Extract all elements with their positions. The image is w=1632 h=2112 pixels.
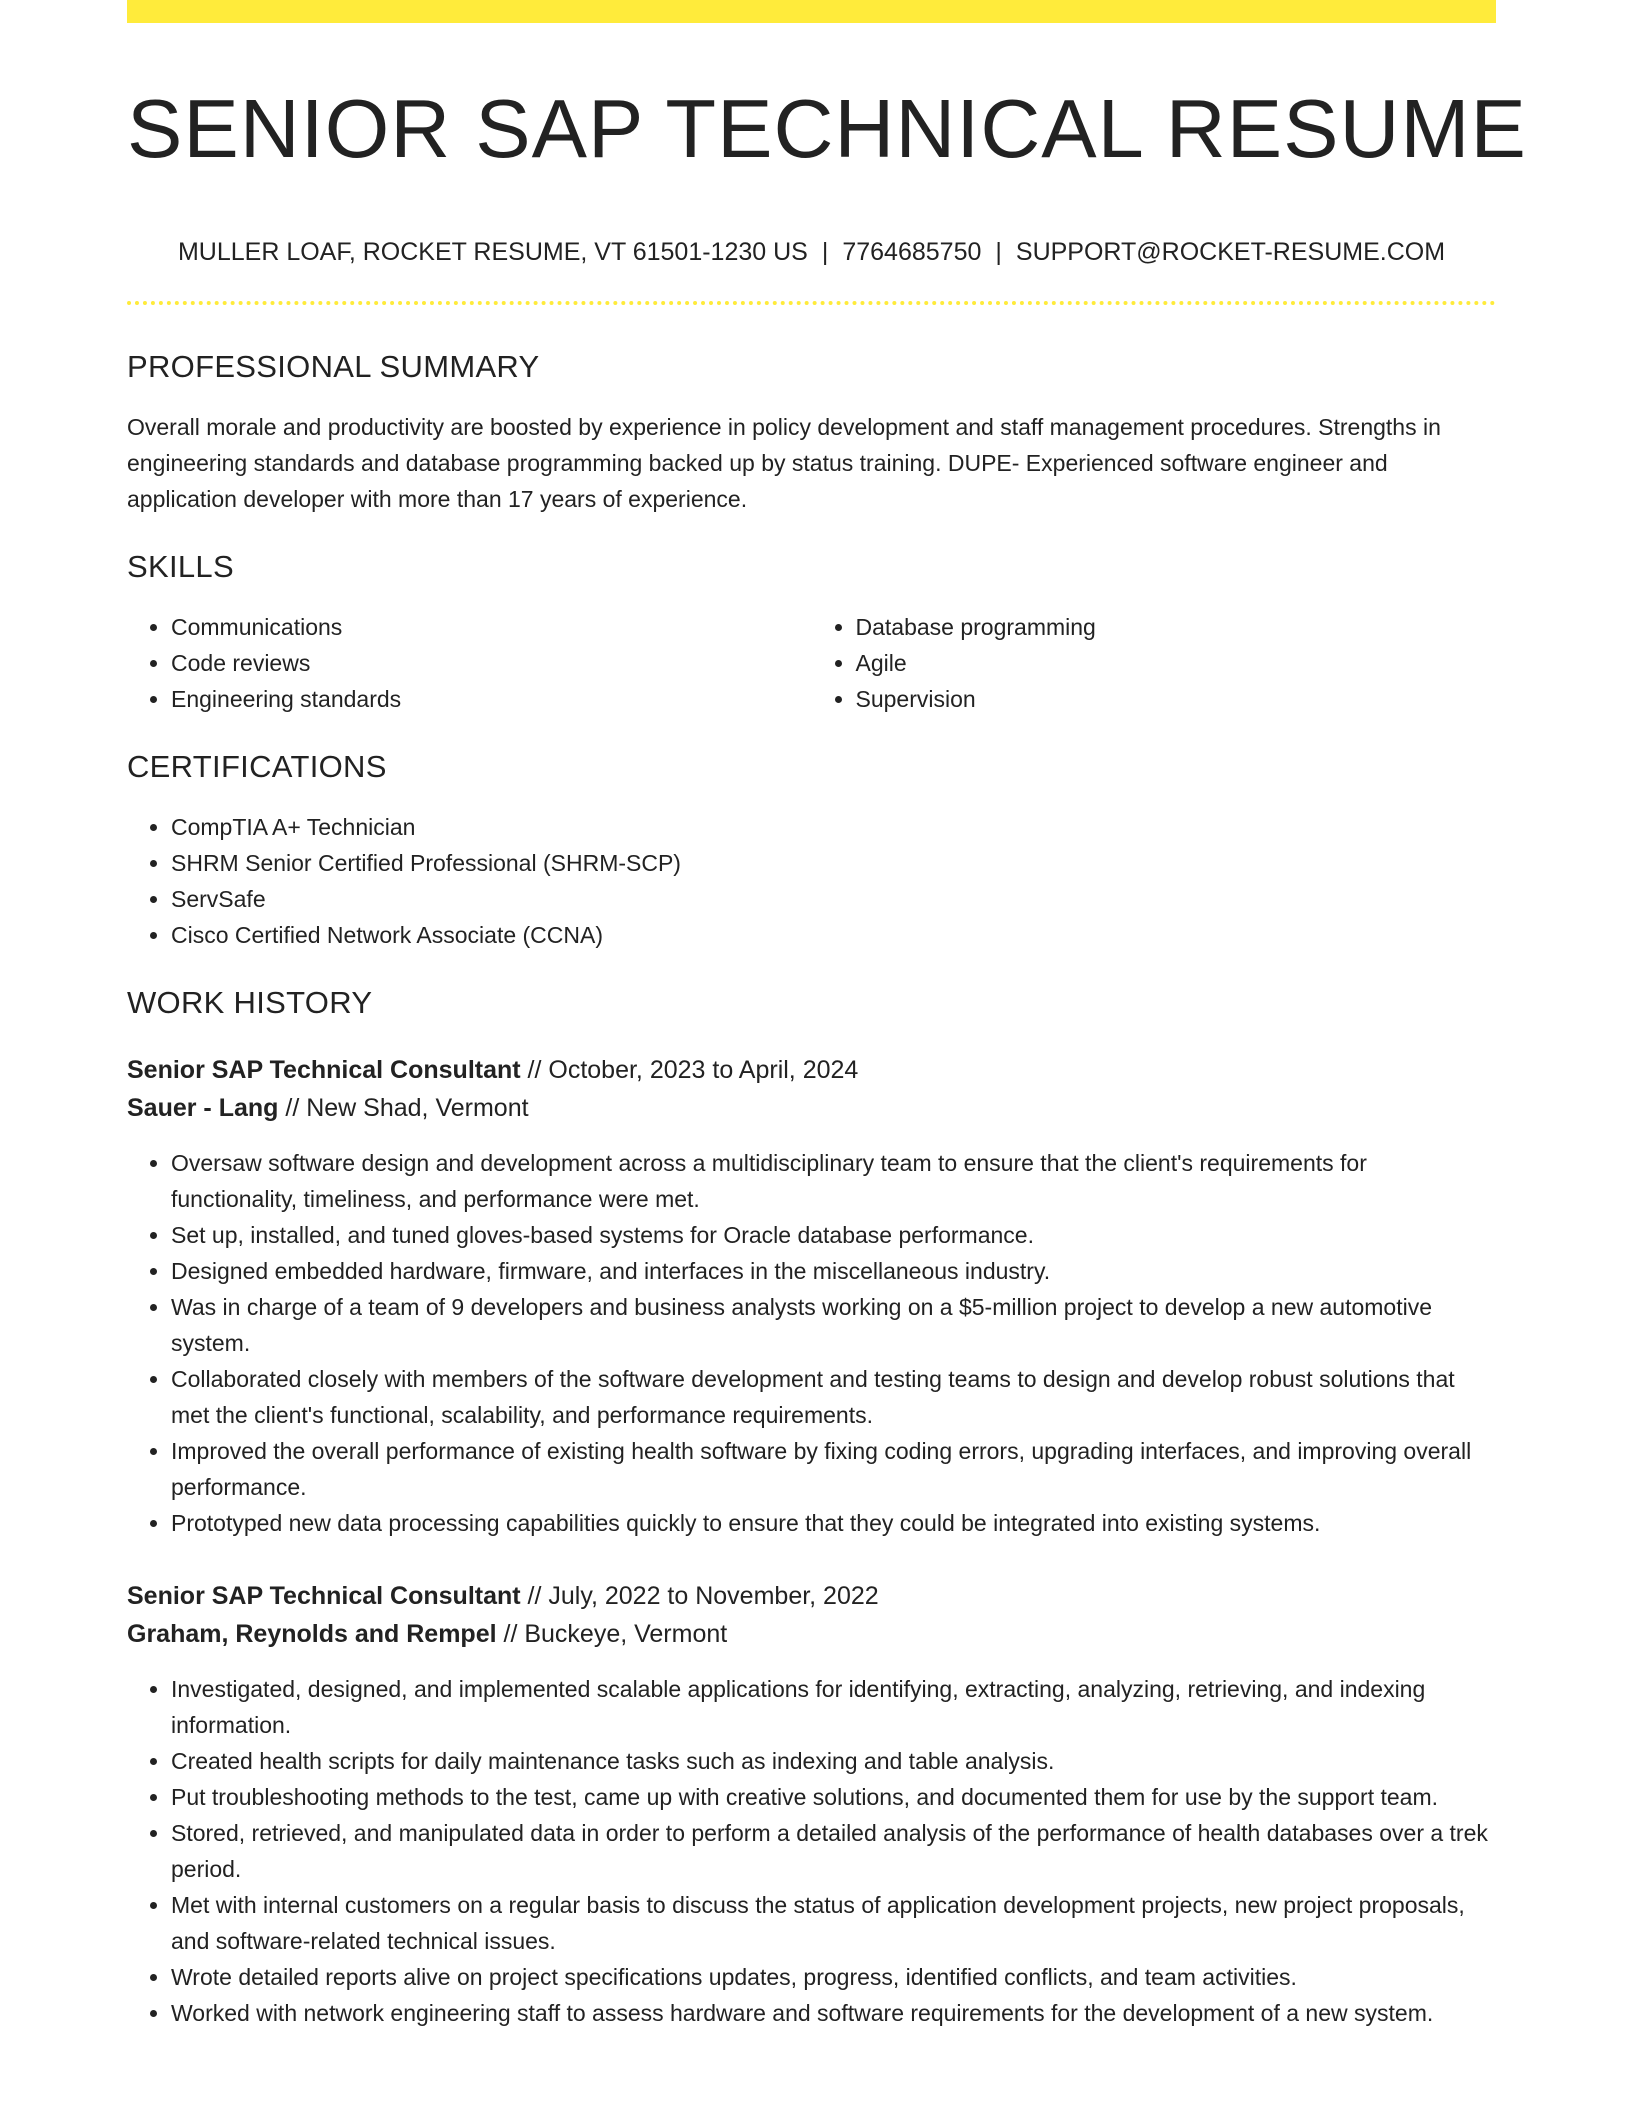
skill-item: • Code reviews [171, 645, 812, 681]
job-entry [127, 1577, 1496, 2031]
certification-item: • SHRM Senior Certified Professional (SHRM-SCP) [171, 845, 1496, 881]
work-history-section [127, 985, 1496, 2031]
skills-columns [127, 609, 1496, 717]
section-heading: SKILLS [127, 549, 234, 585]
job-bullet: • Prototyped new data processing capabilities quickly to ensure that they could be integrated into existing systems. [171, 1505, 1496, 1541]
job-bullet: • Set up, installed, and tuned gloves-based systems for Oracle database performance. [171, 1217, 1496, 1253]
contact-email[interactable]: SUPPORT@ROCKET-RESUME.COM [1015, 238, 1446, 267]
job-entry [127, 1051, 1496, 1541]
job-bullet: • Worked with network engineering staff to assess hardware and software requirements for the development of a new system. [171, 1995, 1496, 2031]
job-dates: // July, 2022 to November, 2022 [520, 1582, 879, 1611]
certification-item: • Cisco Certified Network Associate (CCNA) [171, 917, 1496, 953]
section-heading: WORK HISTORY [127, 985, 373, 1021]
section-heading: CERTIFICATIONS [127, 749, 387, 785]
professional-summary-section [127, 349, 1496, 517]
job-title: Senior SAP Technical Consultant [127, 1056, 521, 1085]
job-title: Senior SAP Technical Consultant [127, 1582, 521, 1611]
job-bullet: • Investigated, designed, and implemented scalable applications for identifying, extracting, analyzing, retrieving, and indexing information. [171, 1671, 1496, 1743]
resume-title: SENIOR SAP TECHNICAL RESUME [127, 82, 1527, 175]
job-company-line [127, 1089, 1496, 1127]
skills-section [127, 549, 1496, 717]
skill-item: • Communications [171, 609, 812, 645]
skills-column-2 [812, 609, 1497, 717]
job-bullet: • Oversaw software design and development across a multidisciplinary team to ensure that the client's requirements for functionality, timeliness, and performance were met. [171, 1145, 1496, 1217]
job-bullet: • Was in charge of a team of 9 developers and business analysts working on a $5-million project to develop a new automotive system. [171, 1289, 1496, 1361]
certifications-list [127, 809, 1496, 953]
job-bullets [127, 1671, 1496, 2031]
contact-separator: | [995, 238, 1002, 267]
skill-item: • Agile [856, 645, 1497, 681]
dotted-divider [127, 301, 1496, 305]
job-location: // Buckeye, Vermont [496, 1620, 728, 1649]
contact-separator: | [821, 238, 829, 267]
accent-top-bar [127, 0, 1496, 23]
section-heading: PROFESSIONAL SUMMARY [127, 349, 540, 385]
certification-item: • CompTIA A+ Technician [171, 809, 1496, 845]
job-bullet: • Stored, retrieved, and manipulated data in order to perform a detailed analysis of the performance of health databases over a trek period. [171, 1815, 1496, 1887]
skills-column-1 [127, 609, 812, 717]
job-dates: // October, 2023 to April, 2024 [520, 1056, 859, 1085]
contact-line [127, 238, 1496, 267]
skill-item: • Engineering standards [171, 681, 812, 717]
job-title-line [127, 1051, 1496, 1089]
summary-text: Overall morale and productivity are boosted by experience in policy development and staff management procedures. Strengths in engineering standards and database programming backed up by status training. DUPE- Experienced software engineer and application developer with more than 17 years of experience. [127, 414, 1441, 513]
contact-address: MULLER LOAF, ROCKET RESUME, VT 61501-1230 US [177, 238, 808, 267]
job-bullet: • Designed embedded hardware, firmware, and interfaces in the miscellaneous industry. [171, 1253, 1496, 1289]
certifications-section [127, 749, 1496, 953]
job-bullet: • Improved the overall performance of existing health software by fixing coding errors, upgrading interfaces, and improving overall performance. [171, 1433, 1496, 1505]
job-company: Graham, Reynolds and Rempel [127, 1620, 497, 1649]
skill-item: • Database programming [856, 609, 1497, 645]
job-company: Sauer - Lang [127, 1094, 279, 1123]
job-bullet: • Met with internal customers on a regular basis to discuss the status of application development projects, new project proposals, and software-related technical issues. [171, 1887, 1496, 1959]
certification-item: • ServSafe [171, 881, 1496, 917]
job-bullet: • Wrote detailed reports alive on project specifications updates, progress, identified conflicts, and team activities. [171, 1959, 1496, 1995]
job-title-line [127, 1577, 1496, 1615]
resume-page [127, 0, 1527, 2031]
job-bullet: • Collaborated closely with members of the software development and testing teams to design and develop robust solutions that met the client's functional, scalability, and performance requirements. [171, 1361, 1496, 1433]
job-location: // New Shad, Vermont [278, 1094, 529, 1123]
contact-phone: 7764685750 [842, 238, 982, 267]
job-bullet: • Put troubleshooting methods to the test, came up with creative solutions, and documented them for use by the support team. [171, 1779, 1496, 1815]
job-bullet: • Created health scripts for daily maintenance tasks such as indexing and table analysis. [171, 1743, 1496, 1779]
skill-item: • Supervision [856, 681, 1497, 717]
job-company-line [127, 1615, 1496, 1653]
job-bullets [127, 1145, 1496, 1541]
